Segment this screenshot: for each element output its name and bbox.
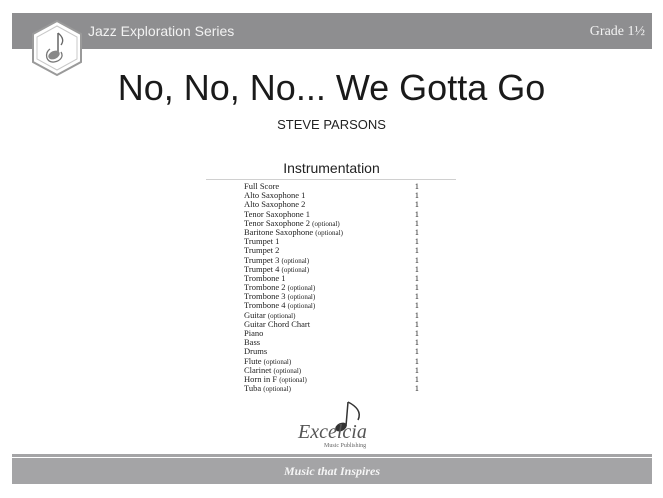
- list-item: Trumpet 1 1: [244, 236, 419, 247]
- piece-title: No, No, No... We Gotta Go: [117, 67, 546, 108]
- publisher-logo: [290, 398, 380, 450]
- list-item: Trumpet 2 1: [244, 245, 419, 256]
- composer-name: STEVE PARSONS: [277, 117, 386, 132]
- list-item: Guitar Chord Chart 1: [244, 318, 419, 329]
- list-item: Trombone 3 (optional) 1: [244, 291, 419, 302]
- list-item: Bass 1: [244, 337, 419, 348]
- list-item: Baritone Saxophone (optional) 1: [244, 226, 419, 237]
- list-item: Trombone 2 (optional) 1: [244, 282, 419, 293]
- list-item: Tenor Saxophone 2 (optional) 1: [244, 217, 419, 228]
- series-name: Jazz Exploration Series: [88, 23, 235, 39]
- footer-band: [12, 458, 652, 484]
- list-item: Alto Saxophone 2 1: [244, 199, 419, 210]
- instrumentation-heading: Instrumentation: [283, 160, 380, 176]
- list-item: Trombone 1 1: [244, 272, 419, 283]
- list-item: Piano 1: [244, 328, 419, 338]
- list-item: Tenor Saxophone 1 1: [244, 208, 419, 219]
- list-item: Clarinet (optional) 1: [244, 364, 419, 375]
- instrumentation-divider: [206, 179, 456, 180]
- grade-level: Grade 1½: [589, 24, 645, 39]
- svg-text:Music Publishing: Music Publishing: [324, 443, 367, 449]
- list-item: Drums 1: [244, 346, 419, 357]
- list-item: Horn in F (optional) 1: [244, 373, 419, 384]
- list-item: Alto Saxophone 1 1: [244, 190, 419, 201]
- list-item: Tuba (optional) 1: [244, 383, 419, 394]
- list-item: Trumpet 3 (optional) 1: [244, 254, 419, 265]
- list-item: Flute (optional) 1: [244, 355, 419, 366]
- list-item: Trombone 4 (optional) 1: [244, 300, 419, 311]
- tagline: Music that Inspires: [283, 463, 381, 478]
- list-item: Guitar (optional) 1: [244, 309, 419, 320]
- list-item: Full Score 1: [244, 181, 419, 191]
- footer-rule: [12, 454, 652, 457]
- svg-text:Excelcia: Excelcia: [298, 421, 367, 443]
- list-item: Trumpet 4 (optional) 1: [244, 263, 419, 274]
- instrumentation-list: [244, 182, 419, 393]
